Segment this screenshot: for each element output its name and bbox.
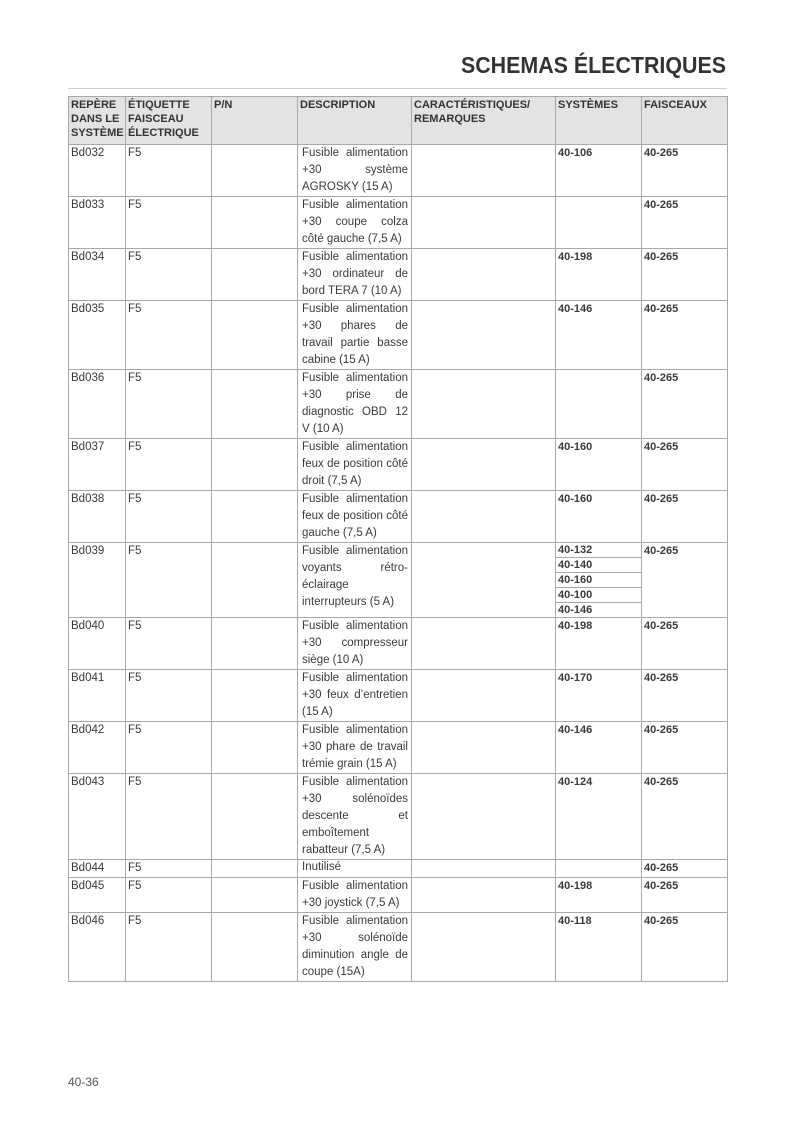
table-row <box>69 722 728 774</box>
table-row <box>69 301 728 370</box>
table-header-row <box>69 97 728 145</box>
cell-faisceaux: 40-265 <box>642 301 728 370</box>
cell-etiquette: F5 <box>126 370 212 439</box>
cell-etiquette: F5 <box>126 249 212 301</box>
cell-repere: Bd035 <box>69 301 126 370</box>
systeme-entry: 40-146 <box>558 724 593 736</box>
systeme-entry: 40-160 <box>558 493 593 505</box>
cell-description: Fusible alimentation +30 phare de travail trémie grain (15 A) <box>298 722 412 774</box>
cell-faisceaux: 40-265 <box>642 618 728 670</box>
column-header-remarques: CARACTÉRISTIQUES/ REMARQUES <box>412 97 556 145</box>
cell-systemes <box>556 543 642 618</box>
table-row <box>69 145 728 197</box>
cell-pn <box>212 618 298 670</box>
table-row <box>69 197 728 249</box>
cell-pn <box>212 860 298 878</box>
fuse-table <box>68 96 728 982</box>
cell-pn <box>212 249 298 301</box>
cell-etiquette: F5 <box>126 878 212 913</box>
table-row <box>69 774 728 860</box>
cell-faisceaux: 40-265 <box>642 860 728 878</box>
cell-etiquette: F5 <box>126 439 212 491</box>
systeme-entry: 40-160 <box>556 573 641 588</box>
cell-systemes <box>556 878 642 913</box>
cell-repere: Bd043 <box>69 774 126 860</box>
cell-description: Fusible alimentation +30 coupe colza côté gauche (7,5 A) <box>298 197 412 249</box>
table-row <box>69 670 728 722</box>
cell-systemes <box>556 670 642 722</box>
cell-repere: Bd044 <box>69 860 126 878</box>
column-header-faisceaux: FAISCEAUX <box>642 97 728 145</box>
cell-repere: Bd037 <box>69 439 126 491</box>
cell-faisceaux: 40-265 <box>642 145 728 197</box>
cell-repere: Bd040 <box>69 618 126 670</box>
cell-etiquette: F5 <box>126 913 212 982</box>
cell-etiquette: F5 <box>126 774 212 860</box>
systeme-entry: 40-198 <box>558 251 593 263</box>
cell-remarques <box>412 301 556 370</box>
cell-remarques <box>412 722 556 774</box>
systeme-entry: 40-198 <box>558 880 593 892</box>
cell-etiquette: F5 <box>126 145 212 197</box>
cell-pn <box>212 722 298 774</box>
cell-description: Inutilisé <box>298 860 412 878</box>
cell-repere: Bd045 <box>69 878 126 913</box>
systeme-entry: 40-100 <box>556 588 641 603</box>
systeme-entry: 40-198 <box>558 620 593 632</box>
column-header-etiquette: ÉTIQUETTE FAISCEAU ÉLECTRIQUE <box>126 97 212 145</box>
cell-systemes <box>556 722 642 774</box>
cell-repere: Bd042 <box>69 722 126 774</box>
column-header-pn: P/N <box>212 97 298 145</box>
systeme-entry: 40-124 <box>558 776 593 788</box>
column-header-repere: REPÈRE DANS LE SYSTÈME <box>69 97 126 145</box>
cell-remarques <box>412 860 556 878</box>
cell-description: Fusible alimentation voyants rétro-éclairage interrupteurs (5 A) <box>298 543 412 618</box>
cell-remarques <box>412 145 556 197</box>
cell-pn <box>212 670 298 722</box>
cell-description: Fusible alimentation +30 compresseur siège (10 A) <box>298 618 412 670</box>
cell-faisceaux: 40-265 <box>642 370 728 439</box>
cell-description: Fusible alimentation feux de position côté droit (7,5 A) <box>298 439 412 491</box>
cell-etiquette: F5 <box>126 860 212 878</box>
column-header-systemes: SYSTÈMES <box>556 97 642 145</box>
cell-systemes <box>556 249 642 301</box>
table-body <box>69 145 728 982</box>
cell-faisceaux: 40-265 <box>642 913 728 982</box>
cell-faisceaux: 40-265 <box>642 491 728 543</box>
systemes-list <box>558 543 639 617</box>
cell-repere: Bd036 <box>69 370 126 439</box>
page-title: SCHEMAS ÉLECTRIQUES <box>460 52 726 78</box>
cell-etiquette: F5 <box>126 670 212 722</box>
cell-description: Fusible alimentation +30 prise de diagnostic OBD 12 V (10 A) <box>298 370 412 439</box>
cell-description: Fusible alimentation +30 solénoïde diminution angle de coupe (15A) <box>298 913 412 982</box>
cell-pn <box>212 197 298 249</box>
cell-repere: Bd034 <box>69 249 126 301</box>
cell-remarques <box>412 543 556 618</box>
cell-faisceaux: 40-265 <box>642 543 728 618</box>
cell-etiquette: F5 <box>126 722 212 774</box>
cell-systemes <box>556 370 642 439</box>
cell-repere: Bd039 <box>69 543 126 618</box>
cell-faisceaux: 40-265 <box>642 722 728 774</box>
cell-repere: Bd032 <box>69 145 126 197</box>
table-row <box>69 878 728 913</box>
cell-description: Fusible alimentation +30 solénoïdes descente et emboîtement rabatteur (7,5 A) <box>298 774 412 860</box>
cell-etiquette: F5 <box>126 618 212 670</box>
cell-remarques <box>412 878 556 913</box>
cell-faisceaux: 40-265 <box>642 439 728 491</box>
cell-pn <box>212 774 298 860</box>
systeme-entry: 40-132 <box>556 543 641 558</box>
cell-systemes <box>556 491 642 543</box>
cell-description: Fusible alimentation +30 joystick (7,5 A) <box>298 878 412 913</box>
cell-faisceaux: 40-265 <box>642 197 728 249</box>
cell-pn <box>212 301 298 370</box>
cell-systemes <box>556 860 642 878</box>
cell-pn <box>212 491 298 543</box>
page-number: 40-36 <box>68 1075 99 1089</box>
cell-systemes <box>556 145 642 197</box>
cell-description: Fusible alimentation +30 ordinateur de bord TERA 7 (10 A) <box>298 249 412 301</box>
cell-etiquette: F5 <box>126 491 212 543</box>
cell-pn <box>212 145 298 197</box>
cell-pn <box>212 370 298 439</box>
table-row <box>69 439 728 491</box>
column-header-description: DESCRIPTION <box>298 97 412 145</box>
cell-systemes <box>556 618 642 670</box>
cell-systemes <box>556 439 642 491</box>
cell-description: Fusible alimentation +30 feux d’entretien (15 A) <box>298 670 412 722</box>
table-row <box>69 491 728 543</box>
systeme-entry: 40-146 <box>558 303 593 315</box>
table-row <box>69 249 728 301</box>
systeme-entry: 40-160 <box>558 441 593 453</box>
cell-systemes <box>556 913 642 982</box>
cell-description: Fusible alimentation feux de position côté gauche (7,5 A) <box>298 491 412 543</box>
cell-repere: Bd038 <box>69 491 126 543</box>
title-divider <box>68 88 727 89</box>
table-row <box>69 543 728 618</box>
cell-remarques <box>412 249 556 301</box>
cell-remarques <box>412 439 556 491</box>
cell-description: Fusible alimentation +30 phares de travail partie basse cabine (15 A) <box>298 301 412 370</box>
cell-faisceaux: 40-265 <box>642 670 728 722</box>
systeme-entry: 40-106 <box>558 147 593 159</box>
cell-remarques <box>412 197 556 249</box>
cell-repere: Bd033 <box>69 197 126 249</box>
systeme-entry: 40-140 <box>556 558 641 573</box>
cell-pn <box>212 439 298 491</box>
cell-remarques <box>412 618 556 670</box>
cell-systemes <box>556 197 642 249</box>
table-row <box>69 913 728 982</box>
cell-repere: Bd046 <box>69 913 126 982</box>
cell-remarques <box>412 913 556 982</box>
cell-pn <box>212 913 298 982</box>
table-row <box>69 860 728 878</box>
cell-systemes <box>556 301 642 370</box>
table-row <box>69 370 728 439</box>
cell-etiquette: F5 <box>126 301 212 370</box>
cell-pn <box>212 543 298 618</box>
systeme-entry: 40-118 <box>558 915 592 927</box>
cell-pn <box>212 878 298 913</box>
cell-repere: Bd041 <box>69 670 126 722</box>
cell-faisceaux: 40-265 <box>642 774 728 860</box>
systeme-entry: 40-170 <box>558 672 593 684</box>
systeme-entry: 40-146 <box>558 604 593 616</box>
cell-description: Fusible alimentation +30 système AGROSKY (15 A) <box>298 145 412 197</box>
cell-remarques <box>412 670 556 722</box>
cell-etiquette: F5 <box>126 543 212 618</box>
cell-remarques <box>412 370 556 439</box>
table-row <box>69 618 728 670</box>
cell-etiquette: F5 <box>126 197 212 249</box>
cell-remarques <box>412 774 556 860</box>
cell-faisceaux: 40-265 <box>642 878 728 913</box>
cell-remarques <box>412 491 556 543</box>
cell-systemes <box>556 774 642 860</box>
cell-faisceaux: 40-265 <box>642 249 728 301</box>
